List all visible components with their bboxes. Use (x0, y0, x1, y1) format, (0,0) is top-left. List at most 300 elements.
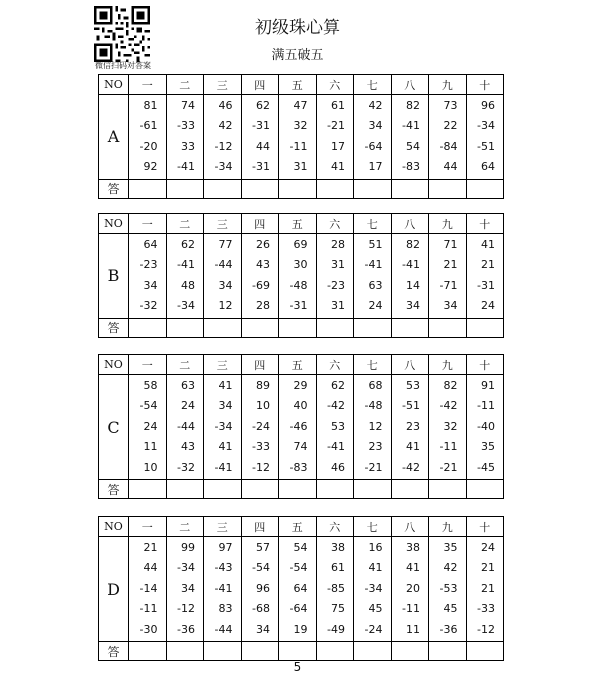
column-header: 三 (204, 75, 242, 95)
problem-number: -36 (439, 622, 458, 636)
column-header: 二 (166, 75, 204, 95)
table-letter: B (99, 234, 129, 319)
problem-column (241, 537, 279, 642)
answer-cell[interactable] (429, 318, 467, 337)
answer-cell[interactable] (241, 642, 279, 661)
problem-number: 91 (481, 379, 495, 392)
column-header: 一 (129, 214, 167, 234)
problem-number: 32 (443, 419, 458, 433)
problem-number: 28 (331, 238, 345, 251)
problem-number: 61 (331, 561, 345, 575)
answer-cell[interactable] (129, 642, 167, 661)
problem-number: 21 (481, 561, 495, 575)
problem-number: -12 (214, 139, 233, 153)
problem-number: 53 (406, 379, 420, 392)
column-header: 五 (279, 517, 317, 537)
problem-number: 31 (331, 299, 345, 313)
problem-column (129, 234, 167, 319)
problem-number: -31 (477, 278, 495, 292)
problem-number: 89 (256, 379, 270, 392)
problem-number: -11 (289, 139, 308, 153)
problem-number: -64 (289, 602, 308, 616)
problem-column (354, 95, 392, 180)
problem-number: 69 (293, 238, 308, 251)
answer-cell[interactable] (316, 318, 354, 337)
qr-caption: 微信扫码对答案 (95, 61, 151, 70)
problem-column (129, 375, 167, 480)
problem-number: -49 (327, 622, 345, 636)
column-header: 一 (129, 517, 167, 537)
problem-number: -41 (214, 581, 233, 595)
column-header: 七 (354, 214, 392, 234)
problem-number: -51 (402, 399, 420, 413)
problem-number: -33 (252, 440, 270, 454)
problem-number: -69 (252, 278, 270, 292)
problem-number: -84 (439, 139, 458, 153)
problem-number: -12 (177, 602, 195, 616)
problem-number: -83 (289, 460, 308, 474)
problem-number: 34 (218, 278, 233, 292)
problem-number: 43 (256, 258, 270, 272)
problem-number: 57 (256, 541, 270, 554)
answer-cell[interactable] (391, 179, 429, 198)
column-header: 七 (354, 355, 392, 375)
problem-number: 54 (293, 541, 308, 554)
no-label: NO (99, 355, 129, 375)
problem-number: -34 (177, 299, 195, 313)
problem-number: 14 (406, 278, 420, 292)
problem-number: 26 (256, 238, 270, 251)
answer-cell[interactable] (129, 179, 167, 198)
problem-number: 12 (368, 419, 383, 433)
problem-number: -36 (177, 622, 195, 636)
problem-number: 74 (293, 440, 308, 454)
problem-number: 61 (331, 99, 345, 112)
problem-number: 44 (256, 139, 270, 153)
problem-number: 74 (181, 99, 195, 112)
problem-number: -41 (327, 440, 345, 454)
problem-number: 42 (368, 99, 383, 112)
problem-column (279, 95, 317, 180)
problem-number: 31 (331, 258, 345, 272)
problem-number: 54 (406, 139, 420, 153)
column-header: 四 (241, 214, 279, 234)
problem-number: 82 (443, 379, 458, 392)
problem-column (316, 375, 354, 480)
problem-number: 45 (443, 602, 458, 616)
page-title: 初级珠心算 (255, 18, 340, 38)
answer-cell[interactable] (391, 318, 429, 337)
problem-column (429, 95, 467, 180)
problem-number: 64 (293, 581, 308, 595)
problem-number: 41 (218, 440, 233, 454)
problem-column (429, 537, 467, 642)
column-header: 五 (279, 214, 317, 234)
problem-number: -48 (364, 399, 383, 413)
problem-number: 42 (218, 119, 233, 133)
column-header: 一 (129, 355, 167, 375)
problem-number: -31 (289, 299, 308, 313)
column-header: 十 (466, 214, 504, 234)
column-header: 四 (241, 75, 279, 95)
exercise-table-a (98, 74, 504, 199)
column-header: 十 (466, 517, 504, 537)
problem-number: 41 (218, 379, 233, 392)
answer-cell[interactable] (354, 318, 392, 337)
problem-number: 41 (368, 561, 383, 575)
column-header: 八 (391, 355, 429, 375)
problem-number: 10 (256, 399, 270, 413)
problem-number: 75 (331, 602, 345, 616)
problem-column (166, 95, 204, 180)
answer-cell[interactable] (204, 480, 242, 499)
answer-label: 答 (99, 480, 129, 499)
column-header: 八 (391, 214, 429, 234)
problem-number: -11 (139, 602, 158, 616)
problem-number: 44 (443, 160, 458, 174)
problem-column (204, 234, 242, 319)
problem-number: -20 (139, 139, 158, 153)
problem-number: 34 (181, 581, 195, 595)
problem-number: -11 (477, 399, 495, 413)
answer-cell[interactable] (466, 318, 504, 337)
problem-number: 82 (406, 99, 420, 112)
page-subtitle: 满五破五 (271, 48, 324, 63)
column-header: 二 (166, 517, 204, 537)
problem-number: 23 (368, 440, 383, 454)
problem-number: 20 (406, 581, 420, 595)
problem-number: 12 (218, 299, 233, 313)
problem-number: 68 (368, 379, 383, 392)
problem-number: 34 (143, 278, 158, 292)
problem-number: -54 (252, 561, 270, 575)
problem-number: 29 (293, 379, 308, 392)
problem-number: 41 (331, 160, 345, 174)
problem-number: 11 (406, 622, 420, 636)
answer-cell[interactable] (429, 480, 467, 499)
answer-cell[interactable] (279, 480, 317, 499)
problem-number: -24 (252, 419, 270, 433)
answer-cell[interactable] (316, 642, 354, 661)
problem-number: -44 (177, 419, 195, 433)
answer-cell[interactable] (354, 179, 392, 198)
problem-number: -68 (252, 602, 270, 616)
answer-cell[interactable] (391, 642, 429, 661)
problem-number: 71 (443, 238, 458, 251)
problem-number: -41 (177, 258, 195, 272)
problem-number: -46 (289, 419, 308, 433)
answer-cell[interactable] (241, 318, 279, 337)
problem-column (429, 234, 467, 319)
problem-column (391, 234, 429, 319)
problem-number: 77 (218, 238, 233, 251)
table-letter: C (99, 375, 129, 480)
problem-number: -34 (364, 581, 383, 595)
answer-cell[interactable] (166, 179, 204, 198)
problem-number: 38 (331, 541, 345, 554)
answer-cell[interactable] (129, 480, 167, 499)
problem-number: -44 (214, 622, 233, 636)
problem-number: 42 (443, 561, 458, 575)
no-label: NO (99, 214, 129, 234)
problem-number: 99 (181, 541, 195, 554)
answer-cell[interactable] (391, 480, 429, 499)
answer-cell[interactable] (466, 480, 504, 499)
column-header: 六 (316, 75, 354, 95)
problem-number: -21 (439, 460, 458, 474)
problem-number: -48 (289, 278, 308, 292)
problem-number: 62 (331, 379, 345, 392)
problem-column (166, 537, 204, 642)
problem-number: -12 (477, 622, 495, 636)
answer-label: 答 (99, 179, 129, 198)
problem-column (241, 375, 279, 480)
answer-cell[interactable] (241, 480, 279, 499)
problem-number: -24 (364, 622, 383, 636)
problem-number: 35 (443, 541, 458, 554)
problem-number: 63 (181, 379, 195, 392)
problem-number: 17 (331, 139, 345, 153)
problem-number: -53 (439, 581, 458, 595)
problem-number: 40 (293, 399, 308, 413)
problem-column (466, 234, 504, 319)
problem-number: 23 (406, 419, 420, 433)
problem-number: 33 (181, 139, 195, 153)
problem-number: 24 (481, 299, 495, 313)
problem-column (316, 537, 354, 642)
problem-number: -40 (477, 419, 495, 433)
problem-column (466, 375, 504, 480)
column-header: 四 (241, 355, 279, 375)
problem-number: 24 (368, 299, 383, 313)
problem-number: 34 (443, 299, 458, 313)
problem-column (279, 537, 317, 642)
problem-number: 19 (293, 622, 308, 636)
problem-number: -71 (439, 278, 458, 292)
problem-number: 28 (256, 299, 270, 313)
answer-cell[interactable] (204, 179, 242, 198)
column-header: 五 (279, 75, 317, 95)
problem-number: -23 (139, 258, 158, 272)
problem-number: -31 (252, 119, 270, 133)
column-header: 九 (429, 214, 467, 234)
problem-number: 32 (293, 119, 308, 133)
problem-number: 92 (143, 160, 158, 174)
answer-label: 答 (99, 642, 129, 661)
problem-number: 64 (481, 160, 495, 174)
problem-column (429, 375, 467, 480)
problem-column (166, 234, 204, 319)
column-header: 二 (166, 214, 204, 234)
problem-number: 41 (481, 238, 495, 251)
problem-number: 34 (406, 299, 420, 313)
problem-number: -21 (364, 460, 383, 474)
answer-cell[interactable] (279, 179, 317, 198)
no-label: NO (99, 75, 129, 95)
problem-number: 73 (443, 99, 458, 112)
exercise-table-b (98, 213, 504, 338)
problem-number: 24 (481, 541, 495, 554)
problem-column (241, 234, 279, 319)
column-header: 五 (279, 355, 317, 375)
column-header: 二 (166, 355, 204, 375)
problem-number: -51 (477, 139, 495, 153)
problem-number: 24 (143, 419, 158, 433)
problem-number: 47 (293, 99, 308, 112)
problem-column (354, 537, 392, 642)
column-header: 十 (466, 75, 504, 95)
problem-column (204, 95, 242, 180)
answer-label: 答 (99, 318, 129, 337)
problem-column (204, 375, 242, 480)
column-header: 六 (316, 517, 354, 537)
problem-number: 21 (481, 258, 495, 272)
problem-column (354, 375, 392, 480)
answer-cell[interactable] (166, 318, 204, 337)
problem-number: -41 (364, 258, 383, 272)
problem-number: 30 (293, 258, 308, 272)
column-header: 三 (204, 517, 242, 537)
problem-number: -32 (177, 460, 195, 474)
problem-number: -54 (139, 399, 158, 413)
problem-number: 24 (181, 399, 195, 413)
answer-cell[interactable] (429, 179, 467, 198)
problem-column (279, 234, 317, 319)
problem-number: -41 (214, 460, 233, 474)
problem-number: -33 (477, 602, 495, 616)
answer-cell[interactable] (466, 179, 504, 198)
problem-column (129, 537, 167, 642)
problem-number: -45 (477, 460, 495, 474)
table-letter: A (99, 95, 129, 180)
answer-cell[interactable] (166, 480, 204, 499)
column-header: 九 (429, 517, 467, 537)
problem-number: -34 (477, 119, 495, 133)
problem-column (316, 95, 354, 180)
answer-cell[interactable] (129, 318, 167, 337)
problem-number: -44 (214, 258, 233, 272)
problem-number: -42 (402, 460, 420, 474)
column-header: 八 (391, 517, 429, 537)
answer-cell[interactable] (241, 179, 279, 198)
answer-cell[interactable] (166, 642, 204, 661)
problem-column (354, 234, 392, 319)
problem-number: -64 (364, 139, 383, 153)
problem-number: 41 (406, 440, 420, 454)
problem-number: 35 (481, 440, 495, 454)
table-letter: D (99, 537, 129, 642)
problem-number: -43 (214, 561, 233, 575)
problem-column (391, 375, 429, 480)
problem-number: 62 (256, 99, 270, 112)
problem-column (316, 234, 354, 319)
problem-number: 51 (368, 238, 383, 251)
problem-number: 82 (406, 238, 420, 251)
problem-number: 31 (293, 160, 308, 174)
answer-cell[interactable] (316, 179, 354, 198)
problem-number: -34 (214, 419, 233, 433)
problem-number: -31 (252, 160, 270, 174)
column-header: 六 (316, 355, 354, 375)
page-number: 5 (293, 660, 302, 674)
column-header: 八 (391, 75, 429, 95)
problem-number: -34 (177, 561, 195, 575)
problem-number: 21 (143, 541, 158, 554)
answer-cell[interactable] (316, 480, 354, 499)
problem-column (279, 375, 317, 480)
problem-number: 45 (368, 602, 383, 616)
problem-number: 46 (331, 460, 345, 474)
answer-cell[interactable] (204, 318, 242, 337)
exercise-table-c (98, 354, 504, 499)
problem-number: 81 (143, 99, 158, 112)
problem-number: 41 (406, 561, 420, 575)
answer-cell[interactable] (354, 480, 392, 499)
problem-number: 17 (368, 160, 383, 174)
problem-number: -21 (327, 119, 345, 133)
problem-number: 46 (218, 99, 233, 112)
problem-number: 58 (143, 379, 158, 392)
answer-cell[interactable] (466, 642, 504, 661)
problem-number: -30 (139, 622, 158, 636)
problem-number: -83 (402, 160, 420, 174)
problem-number: -85 (327, 581, 345, 595)
column-header: 七 (354, 75, 392, 95)
problem-number: 44 (143, 561, 158, 575)
problem-number: 21 (481, 581, 495, 595)
problem-number: 62 (181, 238, 195, 251)
answer-cell[interactable] (204, 642, 242, 661)
answer-cell[interactable] (279, 318, 317, 337)
problem-number: -42 (439, 399, 458, 413)
problem-number: -54 (289, 561, 308, 575)
exercise-table-d (98, 516, 504, 661)
problem-number: 10 (143, 460, 158, 474)
problem-column (166, 375, 204, 480)
column-header: 十 (466, 355, 504, 375)
problem-number: 34 (218, 399, 233, 413)
problem-number: 48 (181, 278, 195, 292)
problem-number: 97 (218, 541, 233, 554)
problem-column (241, 95, 279, 180)
problem-number: 21 (443, 258, 458, 272)
problem-column (466, 95, 504, 180)
column-header: 七 (354, 517, 392, 537)
problem-number: -11 (402, 602, 420, 616)
problem-number: 63 (368, 278, 383, 292)
problem-number: 83 (218, 602, 233, 616)
problem-number: -34 (214, 160, 233, 174)
problem-number: 64 (143, 238, 158, 251)
problem-number: 53 (331, 419, 345, 433)
no-label: NO (99, 517, 129, 537)
problem-number: 22 (443, 119, 458, 133)
column-header: 一 (129, 75, 167, 95)
problem-number: 16 (368, 541, 383, 554)
problem-number: -32 (139, 299, 158, 313)
answer-cell[interactable] (429, 642, 467, 661)
problem-number: -14 (139, 581, 158, 595)
problem-number: 34 (368, 119, 383, 133)
answer-cell[interactable] (279, 642, 317, 661)
problem-number: -23 (327, 278, 345, 292)
answer-cell[interactable] (354, 642, 392, 661)
problem-number: 96 (256, 581, 270, 595)
column-header: 三 (204, 355, 242, 375)
column-header: 九 (429, 75, 467, 95)
problem-column (129, 95, 167, 180)
problem-column (204, 537, 242, 642)
